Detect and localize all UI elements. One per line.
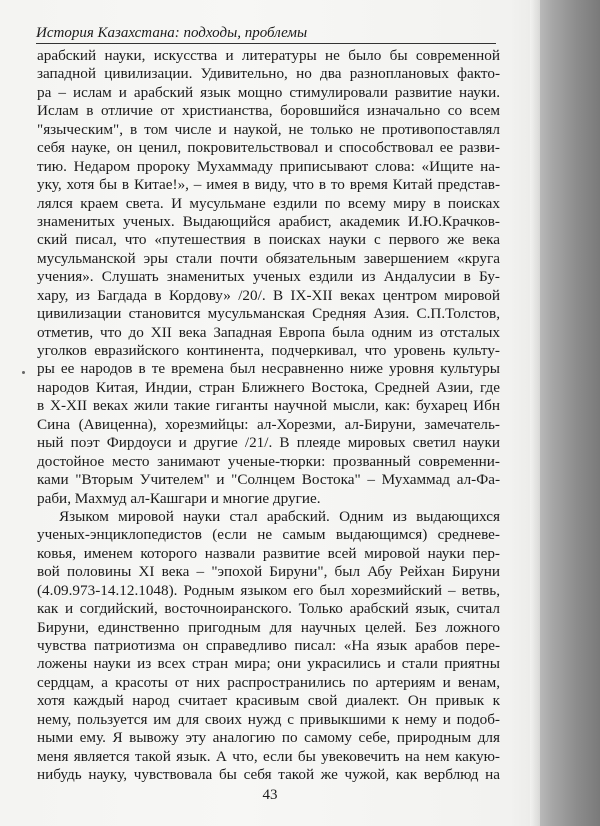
text-line: меня является такой язык. А что, если бы увековечить на нем какую- — [37, 747, 500, 765]
text-line: знаменитых ученых. Выдающийся арабист, академик И.Ю.Крачков- — [37, 212, 500, 230]
text-line: мусульманской эры стали почти обязательным завершением «круга — [37, 249, 500, 267]
text-line: ковья, именем которого назвали развитие всей мировой науки пер- — [37, 544, 500, 562]
text-line: (4.09.973-14.12.1048). Родным языком его был хорезмийский – ветвь, — [37, 581, 500, 599]
text-line: ский писал, что «путешествия в поисках науки с первого же века — [37, 231, 500, 249]
text-line: сердцам, а красоты от них распространились по артериям и венам, — [37, 673, 500, 691]
text-line: нибудь науку, чувствовала бы себя такой же чужой, как верблюд на — [37, 766, 500, 784]
text-line: ными ему. Я вывожу эту аналогию по самому себе, природным для — [37, 729, 500, 747]
text-line: раби, Махмуд ал-Кашгари и многие другие. — [37, 489, 321, 507]
text-line: арабский науки, искусства и литературы не было бы современной — [37, 47, 500, 64]
text-line: чувства патриотизма он справедливо писал: «На язык арабов пере- — [37, 637, 500, 654]
text-line: народов Китая, Индии, стран Ближнего Востока, Средней Азии, где — [37, 378, 500, 396]
text-line: хару, из Багдада в Кордову» /20/. В IX-XII веках центром мировой — [37, 286, 500, 304]
text-line: ры ее народов в те времена был несравненно ниже уровня культуры — [37, 360, 500, 378]
text-line: хотя каждый народ считает красивым свой диалект. Он привык к — [37, 692, 500, 710]
text-line: ра – ислам и арабский язык мощно стимулировали развитие науки. — [37, 83, 500, 101]
text-line: Языком мировой науки стал арабский. Одним из выдающихся — [59, 507, 500, 525]
text-line: ученых-энциклопедистов (если не самым выдающимся) средневе- — [37, 526, 500, 544]
text-line: Сина (Авиценна), хорезмийцы: ал-Хорезми, ал-Бируни, замечатель- — [37, 415, 500, 433]
text-line: цивилизации становится мусульманская Средняя Азия. С.П.Толстов, — [37, 305, 500, 323]
text-line: ложены науки из всех стран мира; они украсились и стали приятны — [37, 655, 500, 673]
text-line: в X-XII веках жили такие гиганты научной мысли, как: бухарец Ибн — [37, 397, 500, 415]
text-line: как и согдийский, восточноиранского. Только арабский язык, считал — [37, 600, 500, 618]
text-line: Бируни, единственно пригодным для научных целей. Без ложного — [37, 618, 500, 636]
running-header: История Казахстана: подходы, проблемы — [36, 24, 496, 44]
text-line: лялся краем света. И мусульмане ездили по всему миру в поисках — [37, 194, 500, 212]
scan-margin-band — [540, 0, 600, 826]
page-edge-shadow — [530, 0, 540, 826]
text-line: вой половины XI века – "эпохой Бируни", был Абу Рейхан Бируни — [37, 563, 500, 581]
text-line: себя науке, он ценил, покровительствовал и способствовал ее разви- — [37, 139, 500, 157]
text-line: учения». Слушать знаменитых ученых ездили из Андалусии в Бу- — [37, 268, 500, 286]
text-line: западной цивилизации. Удивительно, но два разноплановых факто- — [37, 65, 500, 83]
text-line: нему, пользуется им для своих нужд с привыкшими к нему и подоб- — [37, 710, 500, 728]
text-line: ками "Вторым Учителем" и "Солнцем Востока" – Мухаммад ал-Фа- — [37, 471, 500, 489]
text-line: тию. Недаром пророку Мухаммаду приписывают слова: «Ищите на- — [37, 157, 500, 175]
page-number: 43 — [262, 787, 278, 803]
text-line: уку, хотя бы в Китае!», – имея в виду, что в то время Китай представ- — [37, 176, 500, 194]
text-line: уголков евразийского континента, подчеркивал, что уровень культу- — [37, 342, 500, 359]
text-line: Ислам в отличие от христианства, боровшийся изначально со всем — [37, 102, 500, 120]
body-text — [37, 47, 500, 785]
text-line: ный поэт Фирдоуси и другие /21/. В плеяде мировых светил науки — [37, 434, 500, 452]
margin-speck — [22, 371, 25, 374]
text-line: "языческим", в том числе и наукой, не только не противопоставлял — [37, 120, 500, 138]
text-line: отметив, что до XII века Западная Европа была одним из отсталых — [37, 323, 500, 341]
text-line: достойное место занимают ученые-тюрки: прозванный современни- — [37, 452, 500, 470]
